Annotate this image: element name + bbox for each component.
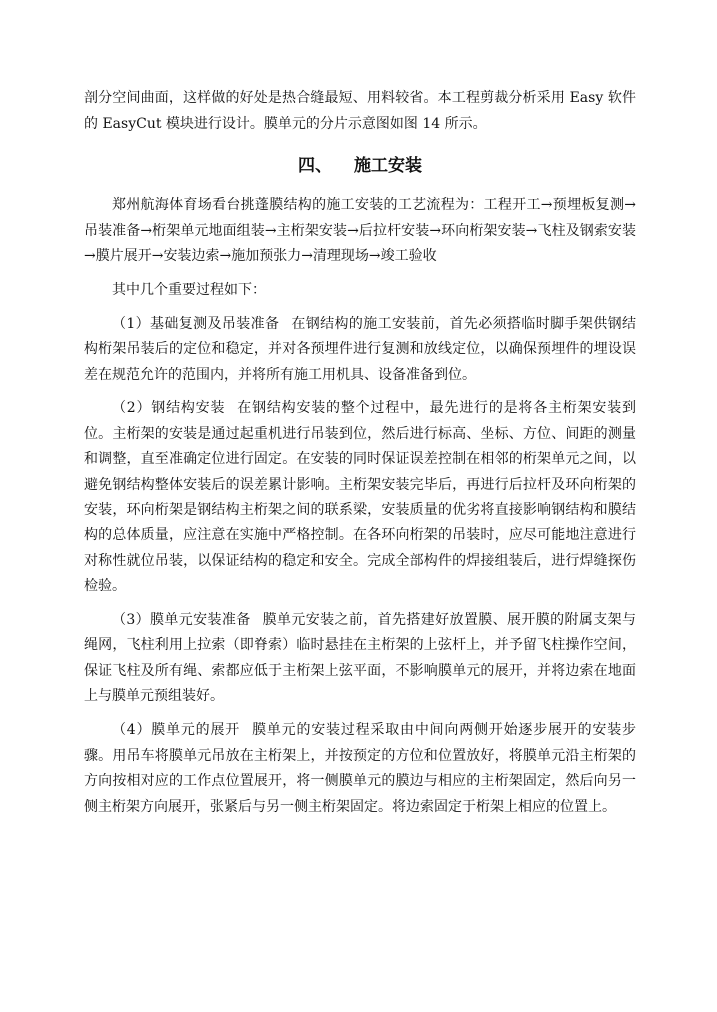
step-paragraph-3 [84, 608, 636, 710]
document-page [84, 86, 636, 820]
step-text-4: 膜单元的安装过程采取由中间向两侧开始逐步展开的安装步骤。用吊车将膜单元吊放在主桁架上，并按预定的方位和位置放好，将膜单元沿主桁架的方向按相对应的工作点位置展开，将一侧膜单元的膜边与相应的主桁架固定，然后向另一侧主桁架方向展开，张紧后与另一侧主桁架固定。将边索固定于桁架上相应的位置上。 [84, 721, 636, 815]
step-paragraph-4 [84, 718, 636, 820]
step-text-3: 膜单元安装之前，首先搭建好放置膜、展开膜的附属支架与绳网，飞柱利用上拉索（即脊索）临时悬挂在主桁架的上弦杆上，并予留飞柱操作空间，保证飞柱及所有绳、索都应低于主桁架上弦平面，不影响膜单元的展开，并将边索在地面上与膜单元预组装好。 [84, 611, 636, 705]
section-title: 施工安装 [354, 156, 422, 177]
step-paragraph-1 [84, 312, 636, 389]
intro-paragraph: 剖分空间曲面，这样做的好处是热合缝最短、用料较省。本工程剪裁分析采用 Easy 软件的 EasyCut 模块进行设计。膜单元的分片示意图如图 14 所示。 [84, 90, 636, 132]
step-title-1: （1）基础复测及吊装准备 [112, 315, 280, 332]
section-heading [84, 153, 636, 179]
step-title-3: （3）膜单元安装准备 [112, 611, 251, 628]
step-text-2: 在钢结构安装的整个过程中，最先进行的是将各主桁架安装到位。主桁架的安装是通过起重机进行吊装到位，然后进行标高、坐标、方位、间距的测量和调整，直至准确定位进行固定。在安装的同时保证误差控制在相邻的桁架单元之间，以避免钢结构整体安装后的误差累计影响。主桁架安装完毕后，再进行后拉杆及环向桁架的安装，环向桁架是钢结构主桁架之间的联系梁，安装质量的优劣将直接影响钢结构和膜结构的总体质量，应注意在实施中严格控制。在各环向桁架的吊装时，应尽可能地注意进行对称性就位吊装，以保证结构的稳定和安全。完成全部构件的焊接组装后，进行焊缝探伤检验。 [84, 400, 636, 595]
step-title-4: （4）膜单元的展开 [112, 721, 241, 738]
section-number: 四、 [298, 156, 332, 177]
step-title-2: （2）钢结构安装 [112, 400, 226, 417]
key-steps-intro: 其中几个重要过程如下： [112, 281, 266, 298]
step-text-1: 在钢结构的施工安装前，首先必须搭临时脚手架供钢结构桁架吊装后的定位和稳定，并对各预埋件进行复测和放线定位，以确保预埋件的埋设误差在规范允许的范围内，并将所有施工用机具、设备准备到位。 [84, 315, 636, 383]
process-flow-paragraph: 郑州航海体育场看台挑蓬膜结构的施工安装的工艺流程为：工程开工→预埋板复测→吊装准备→桁架单元地面组装→主桁架安装→后拉杆安装→环向桁架安装→飞柱及钢索安装→膜片展开→安装边索→施加预张力→清理现场→竣工验收 [84, 197, 636, 265]
step-paragraph-2 [84, 396, 636, 599]
